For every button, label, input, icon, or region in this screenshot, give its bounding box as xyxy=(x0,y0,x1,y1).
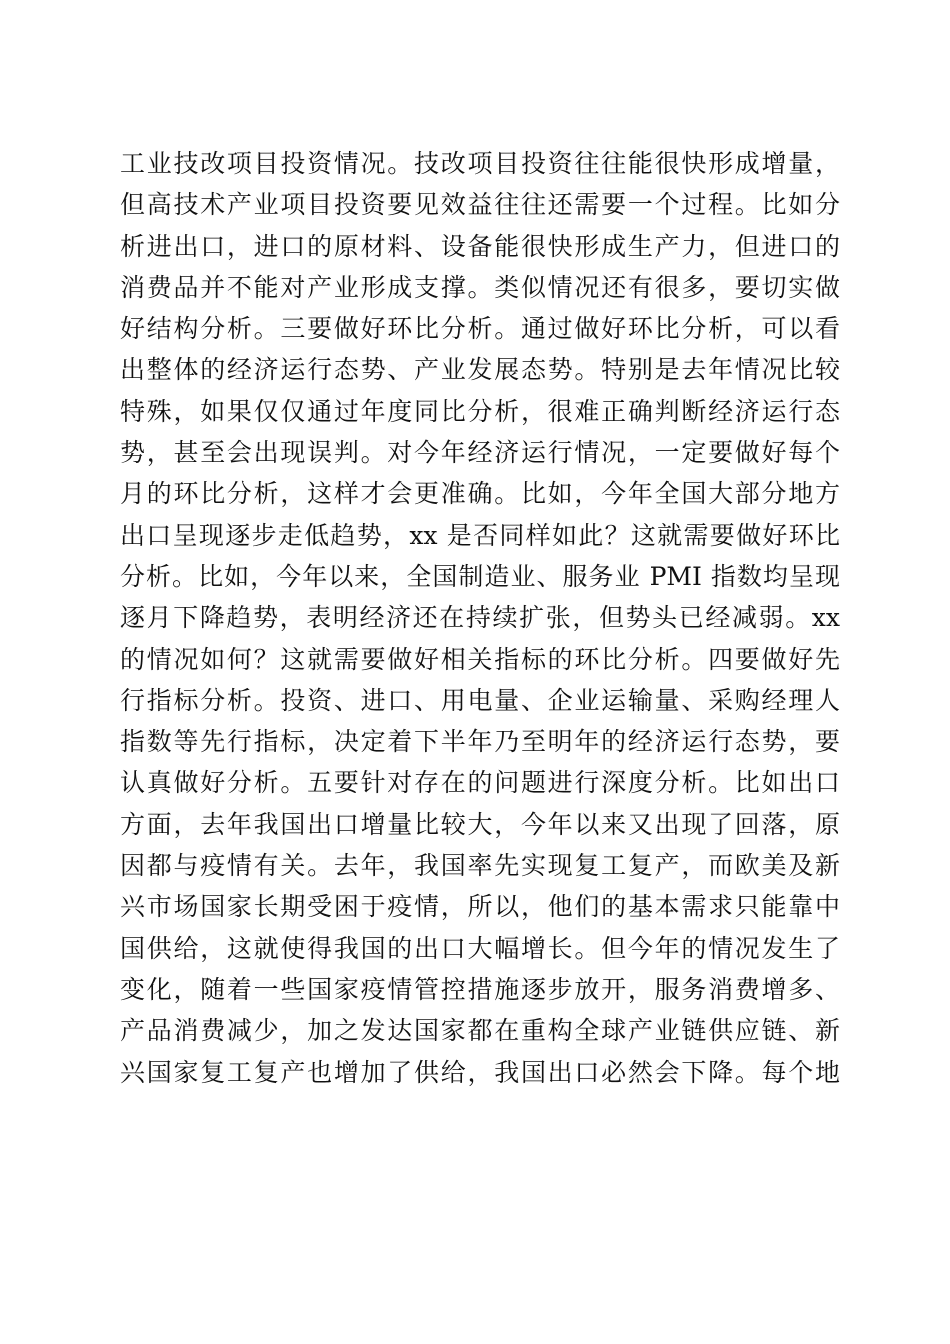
text-line: 因都与疫情有关。去年，我国率先实现复工复产，而欧美及新 xyxy=(120,851,840,881)
text-line: 工业技改项目投资情况。技改项目投资往往能很快形成增量， xyxy=(120,149,840,178)
text-line: 指数等先行指标，决定着下半年乃至明年的经济运行态势，要 xyxy=(120,727,840,757)
text-line: 消费品并不能对产业形成支撑。类似情况还有很多，要切实做 xyxy=(120,272,840,302)
text-line: 变化，随着一些国家疫情管控措施逐步放开，服务消费增多、 xyxy=(120,974,840,1004)
text-line: 兴国家复工复产也增加了供给，我国出口必然会下降。每个地 xyxy=(120,1057,840,1087)
text-line: 认真做好分析。五要针对存在的问题进行深度分析。比如出口 xyxy=(120,768,840,798)
text-line: 行指标分析。投资、进口、用电量、企业运输量、采购经理人 xyxy=(120,685,840,715)
text-line: 国供给，这就使得我国的出口大幅增长。但今年的情况发生了 xyxy=(120,933,840,963)
body-text xyxy=(120,143,840,1093)
text-line: 但高技术产业项目投资要见效益往往还需要一个过程。比如分 xyxy=(120,190,840,220)
text-line: 兴市场国家长期受困于疫情，所以，他们的基本需求只能靠中 xyxy=(120,892,840,922)
text-line: 势，甚至会出现误判。对今年经济运行情况，一定要做好每个 xyxy=(120,438,840,468)
text-line: 出口呈现逐步走低趋势，xx 是否同样如此？这就需要做好环比 xyxy=(120,520,840,550)
text-line: 析进出口，进口的原材料、设备能很快形成生产力，但进口的 xyxy=(120,231,840,261)
text-line: 分析。比如，今年以来，全国制造业、服务业 PMI 指数均呈现 xyxy=(120,561,840,591)
text-line: 月的环比分析，这样才会更准确。比如，今年全国大部分地方 xyxy=(120,479,840,509)
text-line: 方面，去年我国出口增量比较大，今年以来又出现了回落，原 xyxy=(120,809,840,839)
text-line: 好结构分析。三要做好环比分析。通过做好环比分析，可以看 xyxy=(120,314,840,344)
text-line: 产品消费减少，加之发达国家都在重构全球产业链供应链、新 xyxy=(120,1016,840,1046)
text-line: 出整体的经济运行态势、产业发展态势。特别是去年情况比较 xyxy=(120,355,840,385)
text-line: 逐月下降趋势，表明经济还在持续扩张，但势头已经减弱。xx xyxy=(120,603,840,633)
text-line: 特殊，如果仅仅通过年度同比分析，很难正确判断经济运行态 xyxy=(120,396,840,426)
text-line: 的情况如何？这就需要做好相关指标的环比分析。四要做好先 xyxy=(120,644,840,674)
